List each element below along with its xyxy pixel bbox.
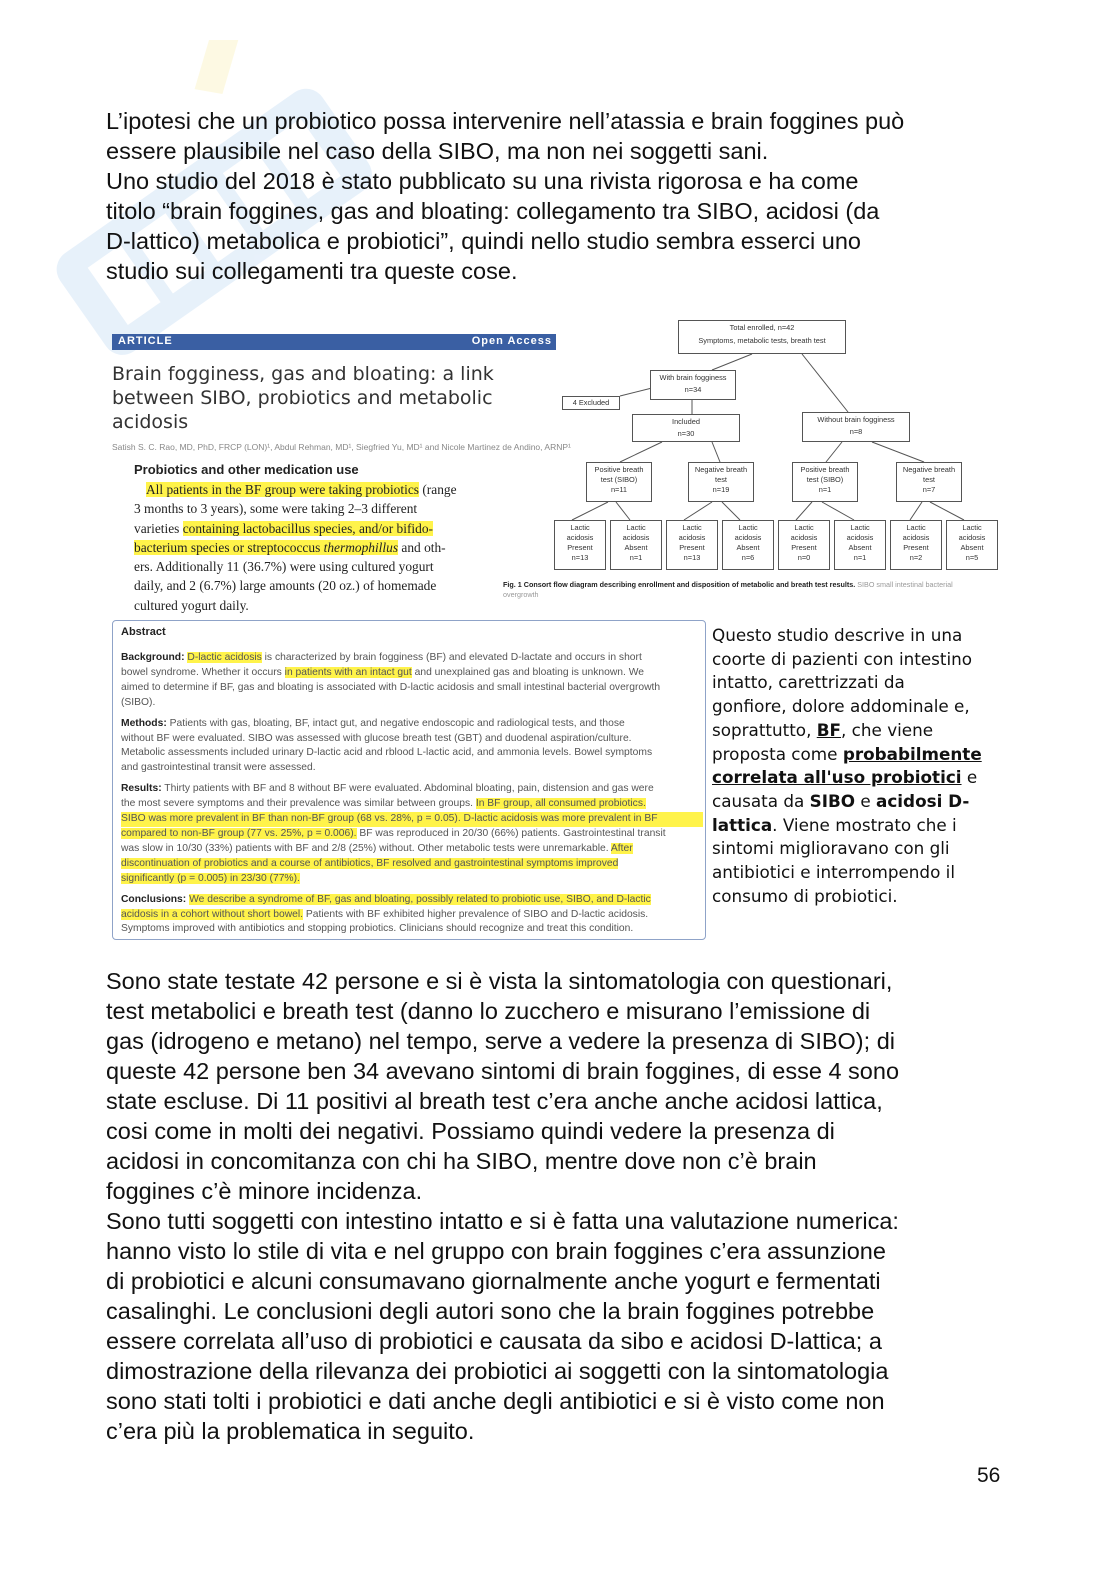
flow-text: Lactic [570, 523, 590, 532]
page-number: 56 [977, 1464, 1001, 1487]
highlight: in patients with an intact gut [284, 666, 412, 678]
text-span: BF was reproduced in 20/30 (66%) patients. Gastrointestinal transit [356, 827, 666, 839]
text-line: test metabolici e breath test (danno lo zucchero e misurano l’emissione di [106, 998, 871, 1024]
text-line: Uno studio del 2018 è stato pubblicato su una rivista rigorosa e ha come [106, 168, 859, 194]
flow-text: Positive breath [594, 465, 644, 474]
article-header-bar [112, 334, 556, 350]
highlight: containing lactobacillus species, and/or bifido- [182, 520, 433, 536]
flow-text: n=13 [571, 553, 589, 562]
flow-text: With brain fogginess [659, 373, 727, 382]
abstract-label: Results: [121, 783, 162, 795]
flow-text: acidosis [678, 533, 706, 542]
text-line: queste 42 persone ben 34 avevano sintomi di brain foggines, di esse 4 sono [106, 1058, 900, 1084]
abstract-body [121, 651, 703, 937]
text-line: sintomi miglioravano con gli [712, 838, 950, 859]
flow-text: Negative breath [694, 465, 748, 474]
text-line: 3 months to 3 years), some were taking 2–3 different [134, 501, 418, 517]
flow-text: n=1 [853, 553, 867, 562]
flow-text: Lactic [626, 523, 646, 532]
text-span: and unexplained gas and bloating is unknown. We [411, 666, 644, 678]
text-line: ers. Additionally 11 (36.7%) were using cultured yogurt [134, 559, 434, 575]
flow-text: test [923, 475, 935, 484]
section-body [134, 480, 490, 615]
highlight: All patients in the BF group were taking probiotics [146, 482, 419, 497]
flow-text: test [715, 475, 727, 484]
text-line: intatto, carettrizzati da [712, 672, 905, 693]
flow-box-neg-bf [688, 462, 754, 502]
flow-leaf-7 [890, 520, 942, 570]
flow-text: Absent [848, 543, 872, 552]
flow-text: acidosis [902, 533, 930, 542]
flow-text: n=2 [909, 553, 923, 562]
emphasis: acidosi D- [876, 790, 970, 811]
text-span: Patients with gas, bloating, BF, intact gut, and negative endoscopic and radiological tests, and those [166, 717, 625, 729]
flow-text: Positive breath [800, 465, 850, 474]
emphasis: correlata all'uso probiotici [712, 767, 962, 788]
flow-text: n=6 [741, 553, 755, 562]
flow-leaf-1 [554, 520, 606, 570]
emphasis: lattica [712, 814, 773, 835]
flow-text: Present [903, 543, 929, 552]
text-line: Questo studio descrive in una [712, 625, 963, 645]
section-title: Probiotics and other medication use [134, 462, 359, 477]
text-span: e [961, 767, 978, 788]
flow-text: Lactic [906, 523, 926, 532]
text-span: was slow in 10/30 (33%) patients with BF and 2/8 (25%) without. Other metabolic tests were unremarkable. [121, 842, 611, 854]
text-line: consumo di probiotici. [712, 885, 898, 906]
text-span: bowel syndrome. Whether it occurs [121, 666, 285, 678]
flow-box-with-bf [650, 370, 736, 400]
text-span: proposta come [712, 743, 843, 764]
flow-text: Lactic [738, 523, 758, 532]
abstract-label: Conclusions: [121, 893, 187, 905]
text-line: essere correlata all’uso di probiotici e causata da sibo e acidosi D-lattica; a [106, 1328, 882, 1354]
flow-text: n=7 [922, 485, 936, 494]
text-span: is characterized by brain fogginess (BF) and elevated D-lactate and occurs in short [261, 652, 642, 663]
flow-text: Absent [736, 543, 760, 552]
text-line: gas (idrogeno e metano) nel tempo, serve a vedere la presenza di SIBO); di [106, 1028, 895, 1054]
study-summary [712, 624, 1000, 908]
text-line: L’ipotesi che un probiotico possa intervenire nell’atassia e brain foggines può [106, 108, 905, 134]
flow-text: acidosis [622, 533, 650, 542]
flow-text: acidosis [734, 533, 762, 542]
text-line: Sono tutti soggetti con intestino intatto e si è fatta una valutazione numerica: [106, 1208, 899, 1234]
abstract-box [112, 620, 706, 940]
flow-leaf-2 [610, 520, 662, 570]
flow-leaf-6 [834, 520, 886, 570]
text-line: cosi come in molti dei negativi. Possiamo quindi vedere la presenza di [106, 1118, 835, 1144]
flow-box-without-bf [802, 412, 910, 442]
article-authors: Satish S. C. Rao, MD, PhD, FRCP (LON)¹, Abdul Rehman, MD¹, Siegfried Yu, MD¹ and Nicole Martinez de Andino, ARNP¹ [112, 442, 571, 452]
figure-caption [503, 580, 997, 599]
flow-box-excluded [562, 396, 620, 410]
text-line: Symptoms improved with antibiotics and stopping probiotics. Clinicians should recognize and treat this condition. [121, 923, 634, 935]
flow-text: Lactic [850, 523, 870, 532]
text-line: state escluse. Di 11 positivi al breath test c’era anche anche acidosi lattica, [106, 1088, 883, 1114]
flow-text: Lactic [794, 523, 814, 532]
flow-text: Total enrolled, n=42 [729, 323, 795, 332]
text-line: and gastrointestinal transit were assessed. [121, 762, 316, 774]
flow-box-included [632, 414, 740, 442]
flow-text: test (SIBO) [806, 475, 844, 484]
abstract-title: Abstract [121, 626, 166, 638]
flow-leaf-8 [946, 520, 998, 570]
flow-text: n=8 [849, 427, 863, 436]
highlight: compared to non-BF group (77 vs. 25%, p = 0.006). [121, 827, 357, 839]
flow-text: Lactic [682, 523, 702, 532]
flow-box-pos-bf [586, 462, 652, 502]
emphasis: SIBO [809, 790, 856, 811]
text-line: titolo “brain foggines, gas and bloating: collegamento tra SIBO, acidosi (da [106, 198, 880, 224]
flow-box-neg-nobf [896, 462, 962, 502]
highlight: We describe a syndrome of BF, gas and bloating, possibly related to probiotic use, SIBO, and D-lactic [189, 893, 651, 905]
flow-leaf-3 [666, 520, 718, 570]
flow-leaf-5 [778, 520, 830, 570]
flow-text: acidosis [790, 533, 818, 542]
highlight: D-lactic acidosis [187, 652, 262, 663]
text-line: foggines c’è minore incidenza. [106, 1178, 423, 1204]
flow-text: n=34 [684, 385, 702, 394]
flow-text: n=1 [629, 553, 643, 562]
flow-text: n=1 [818, 485, 832, 494]
text-span: causata da [712, 790, 810, 811]
text-span: (range [418, 482, 457, 497]
text-span: e [855, 790, 877, 811]
text-line: D-lattico) metabolica e probiotici”, quindi nello studio sembra esserci uno [106, 228, 861, 254]
text-span: Thirty patients with BF and 8 without BF were evaluated. Abdominal bloating, pain, distension and gas were [161, 783, 654, 795]
text-line: Sono state testate 42 persone e si è vista la sintomatologia con questionari, [106, 968, 893, 994]
highlight: acidosis in a cohort without short bowel. [121, 908, 304, 920]
text-line: casalinghi. Le conclusioni degli autori sono che la brain foggines potrebbe [106, 1298, 875, 1324]
caption-text: SIBO small intestinal bacterial [855, 580, 953, 589]
caption-bold: Fig. 1 Consort flow diagram describing enrollment and disposition of metabolic and breath test results. [503, 580, 856, 589]
flow-leaf-4 [722, 520, 774, 570]
text-span: . Viene mostrato che i [772, 814, 957, 835]
discussion-paragraph [106, 966, 1016, 1446]
text-line: without BF were evaluated. SIBO was assessed with glucose breath test (GBT) and duodenal aspiration/culture. [121, 732, 632, 744]
flow-box-pos-nobf [792, 462, 858, 502]
text-line: acidosi in concomitanza con chi ha SIBO, mentre dove non c’è brain [106, 1148, 817, 1174]
text-line: antibiotici e interrompendo il [712, 862, 956, 883]
text-line: di probiotici e alcuni consumavano giornalmente anche yogurt e fermentati [106, 1268, 881, 1294]
open-access-label: Open Access [471, 335, 552, 347]
flow-text: n=13 [683, 553, 701, 562]
flow-text: Without brain fogginess [817, 415, 895, 424]
flow-text: Included [672, 417, 700, 426]
highlight: thermophillus [323, 539, 399, 555]
flow-text: test (SIBO) [600, 475, 638, 484]
flow-text: n=30 [677, 429, 695, 438]
text-line: c’era più la problematica in seguito. [106, 1418, 475, 1444]
text-line: hanno visto lo stile di vita e nel gruppo con brain foggines c’era assunzione [106, 1238, 886, 1264]
text-line: studio sui collegamenti tra queste cose. [106, 258, 518, 284]
flow-text: Present [679, 543, 705, 552]
flow-text: 4 Excluded [572, 398, 610, 407]
text-line: coorte di pazienti con intestino [712, 648, 973, 669]
flow-text: n=11 [610, 485, 628, 494]
emphasis: probabilmente [842, 743, 982, 764]
flow-text: Negative breath [902, 465, 956, 474]
flow-text: n=5 [965, 553, 979, 562]
flow-text: n=0 [797, 553, 811, 562]
flow-text: Symptoms, metabolic tests, breath test [698, 336, 826, 345]
text-line: Metabolic assessments included urinary D-lactic acid and rblood L-lactic acid, and ammonia levels. Bowel symptoms [121, 747, 653, 759]
highlight: After [610, 842, 633, 854]
text-line: sono stati tolti i probiotici e dati anche degli antibiotici e si è visto come non [106, 1388, 885, 1414]
flow-text: acidosis [958, 533, 986, 542]
text-line: cultured yogurt daily. [134, 597, 249, 613]
abstract-label: Methods: [121, 717, 167, 729]
text-span: Patients with BF exhibited higher prevalence of SIBO and D-lactic acidosis. [303, 908, 649, 920]
text-line: (SIBO). [121, 696, 156, 708]
highlight: significantly (p = 0.005) in 23/30 (77%). [121, 872, 300, 884]
flow-text: Absent [624, 543, 648, 552]
article-label: ARTICLE [118, 335, 173, 347]
flow-box-total [678, 320, 846, 354]
text-line: daily, and 2 (6.7%) large amounts (20 oz.) of homemade [134, 578, 437, 594]
text-span: soprattutto, [712, 719, 817, 740]
text-span: varieties [134, 520, 183, 536]
flow-text: acidosis [846, 533, 874, 542]
highlight: discontinuation of probiotics and a course of antibiotics, BF resolved and gastrointestinal symptoms improved [121, 857, 619, 869]
text-span: and oth- [398, 539, 446, 555]
text-span: the most severe symptoms and their prevalence was similar between groups. [121, 798, 476, 810]
highlight: SIBO was more prevalent in BF than non-BF group (68 vs. 28%, p = 0.05). D-lactic acidosis was more prevalent in BF [121, 812, 703, 827]
article-title: Brain fogginess, gas and bloating: a link between SIBO, probiotics and metabolic acidosis [112, 363, 494, 433]
emphasis: BF [816, 719, 842, 740]
study-figure [106, 312, 1000, 944]
text-span: , che viene [841, 719, 934, 740]
flow-text: Absent [960, 543, 984, 552]
highlight: In BF group, all consumed probiotics. [475, 798, 646, 810]
text-line: essere plausibile nel caso della SIBO, ma non nei soggetti sani. [106, 138, 769, 164]
flow-text: Present [791, 543, 817, 552]
flow-text: n=19 [712, 485, 730, 494]
text-line: aimed to determine if BF, gas and bloating is associated with D-lactic acidosis and small intestinal bacterial overgrowth [121, 681, 661, 693]
consort-flow-diagram [552, 312, 1000, 612]
intro-paragraph [106, 106, 1016, 286]
text-line: gonfiore, dolore addominale e, [712, 696, 970, 717]
highlight: bacterium species or streptococcus [134, 539, 324, 555]
flow-text: Lactic [962, 523, 982, 532]
flow-text: Present [567, 543, 593, 552]
flow-text: acidosis [566, 533, 594, 542]
caption-text: overgrowth [503, 589, 539, 599]
text-line: dimostrazione della rilevanza dei probiotici ai soggetti con la sintomatologia [106, 1358, 889, 1384]
abstract-label: Background: [121, 652, 185, 663]
